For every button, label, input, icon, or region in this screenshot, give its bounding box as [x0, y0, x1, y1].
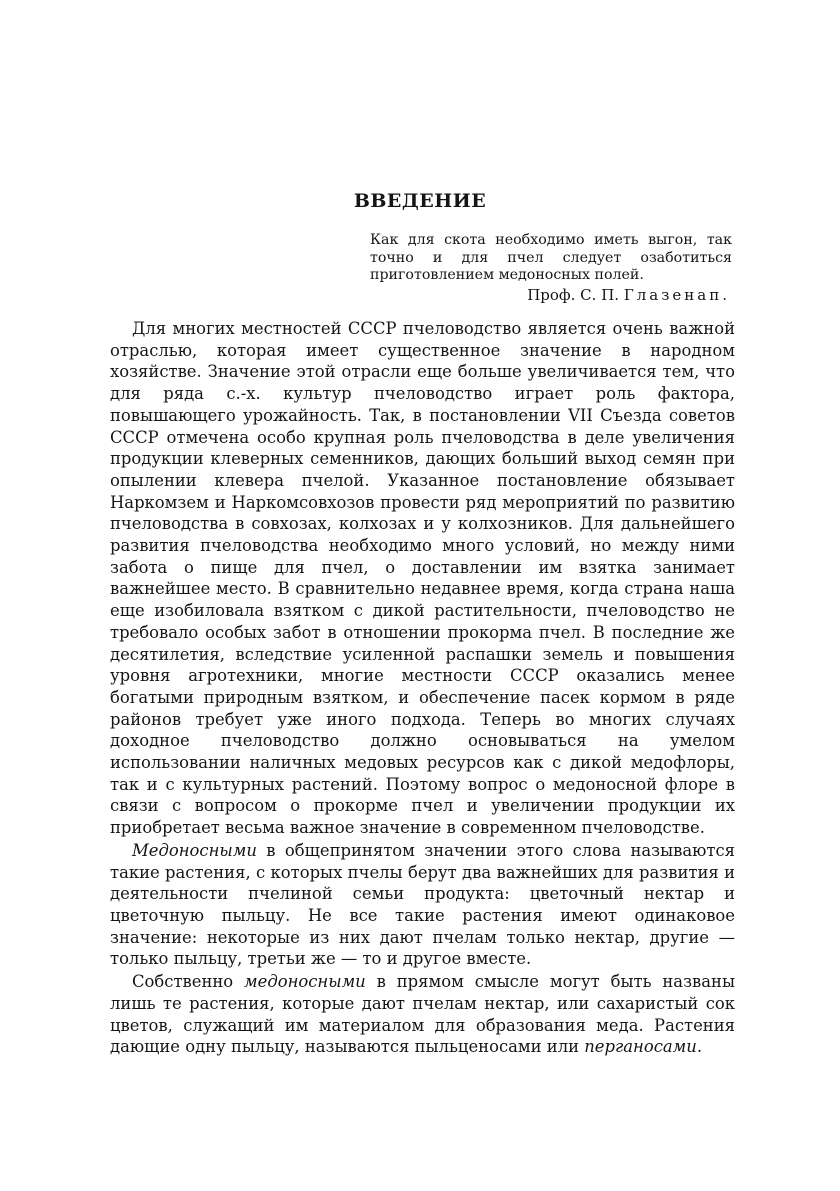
- paragraph-3-text-middle: в прямом смысле могут быть названы лишь те растения, которые дают пчелам нектар, или сахаристый сок цветов, служащий им материалом для образования меда. Растения дающие одну пыльцу, называются пыльценосами или: [110, 972, 735, 1057]
- epigraph-quote: Как для скота необходимо иметь выгон, так точно и для пчел следует озаботиться приготовлением медоносных полей.: [370, 232, 732, 284]
- paragraph-3-text-before: Собственно: [132, 972, 245, 992]
- paragraph-3-text-end: .: [696, 1037, 703, 1057]
- body-text: [110, 318, 735, 1058]
- paragraph-3-emphasis: медоносными: [244, 972, 366, 992]
- paragraph-3: [110, 971, 735, 1058]
- paragraph-2: [110, 840, 735, 970]
- epigraph-author-prefix: Проф. С. П.: [527, 286, 620, 304]
- chapter-heading: ВВЕДЕНИЕ: [353, 190, 487, 212]
- paragraph-1: [110, 318, 735, 839]
- epigraph-author-name: Глазенап.: [623, 286, 730, 304]
- paragraph-2-emphasis: Медоносными: [132, 840, 257, 860]
- paragraph-1-text: Для многих местностей СССР пчеловодство является очень важной отраслью, которая имеет существенное значение в народном хозяйстве. Значение этой отрасли еще больше увеличивается тем, что для ряда с.-х. культур пчеловодство играет роль фактора, повышающего урожайность. Так, в постановлении VII Съезда советов СССР отмечена особо крупная роль пчеловодства в деле увеличения продукции клеверных семенников, дающих больший выход семян при опылении клевера пчелой. Указанное постановление обязывает Наркомзем и Наркомсовхозов провести ряд мероприятий по развитию пчеловодства в совхозах, колхозах и у колхозников. Для дальнейшего развития пчеловодства необходимо много условий, но между ними забота о пище для пчел, о доставлении им взятка занимает важнейшее место. В сравнительно недавнее время, когда страна наша еще изобиловала взятком с дикой растительности, пчеловодство не требовало особых забот в отношении прокорма пчел. В последние же десятилетия, вследствие усиленной распашки земель и повышения уровня агротехники, многие местности СССР оказались менее богатыми природным взятком, и обеспечение пасек кормом в ряде районов требует уже иного подхода. Теперь во многих случаях доходное пчеловодство должно основываться на умелом использовании наличных медовых ресурсов как с дикой медофлоры, так и с культурных растений. Поэтому вопрос о медоносной флоре в связи с вопросом о прокорме пчел и увеличении продукции их приобретает весьма важное значение в современном пчеловодстве.: [110, 319, 735, 838]
- paragraph-3-emphasis-end: перганосами: [584, 1037, 697, 1057]
- paragraph-2-text: в общепринятом значении этого слова называются такие растения, с которых пчелы берут два важнейших для развития и деятельности пчелиной семьи продукта: цветочный нектар и цветочную пыльцу. Не все такие растения имеют одинаковое значение: некоторые из них дают пчелам только нектар, другие — только пыльцу, третьи же — то и другое вместе.: [110, 840, 735, 969]
- epigraph-author: [527, 286, 730, 304]
